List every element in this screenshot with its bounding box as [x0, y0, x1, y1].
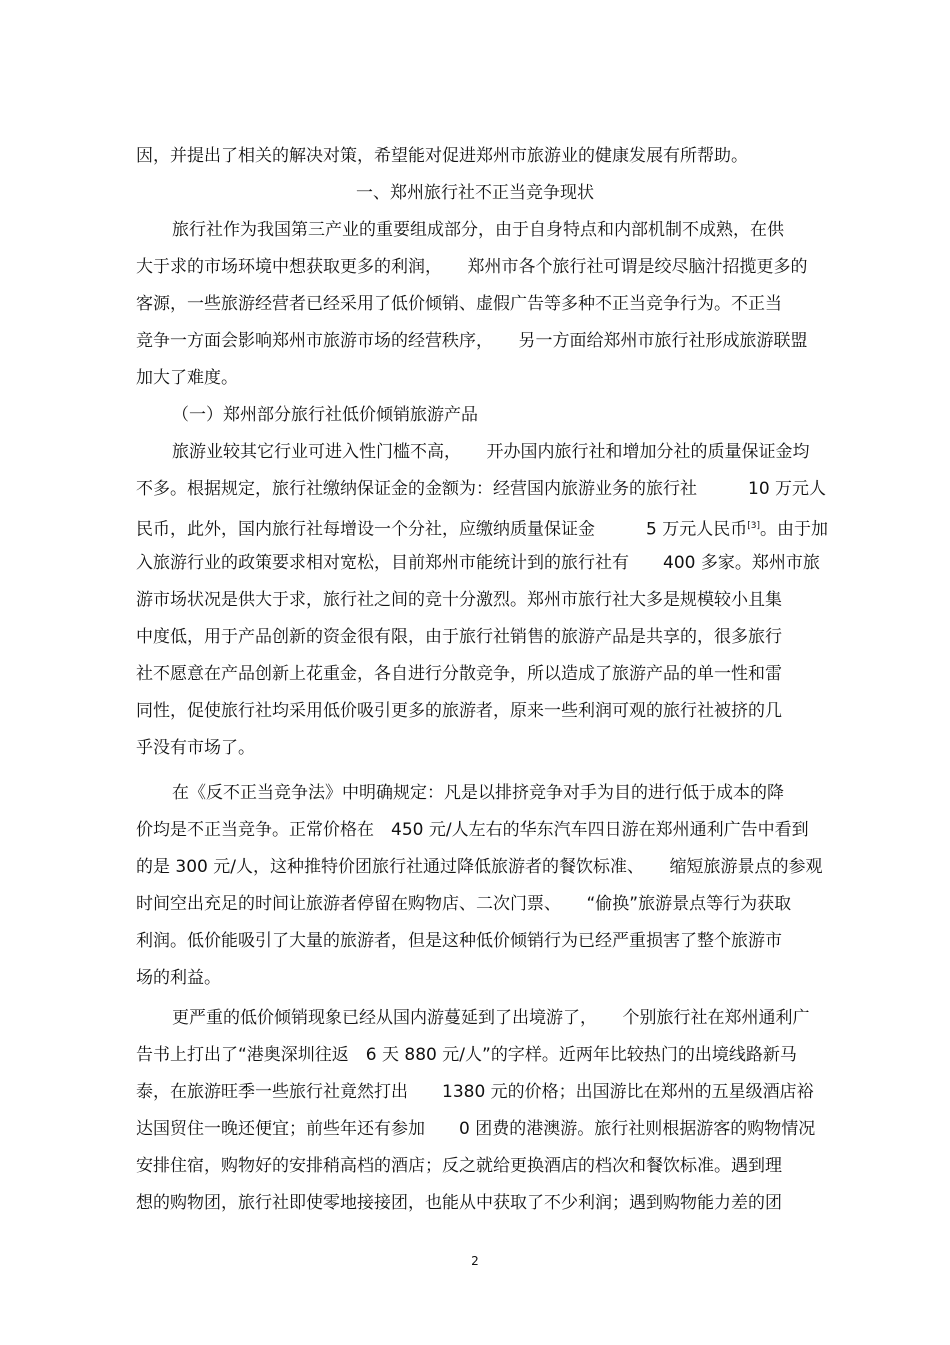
text-line: 场的利益。: [136, 968, 221, 988]
section-heading: 一、郑州旅行社不正当竞争现状: [356, 183, 594, 203]
text-line: 旅行社作为我国第三产业的重要组成部分，由于自身特点和内部机制不成熟，在供: [172, 220, 784, 240]
text-line: 同性，促使旅行社均采用低价吸引更多的旅游者，原来一些利润可观的旅行社被挤的几: [136, 701, 782, 721]
text-line: 更严重的低价倾销现象已经从国内游蔓延到了出境游了， 个别旅行社在郑州通利广: [172, 1008, 810, 1028]
text-span: 民币，此外，国内旅行社每增设一个分社，应缴纳质量保证金 5 万元人民币: [136, 519, 748, 540]
text-line: 加大了难度。: [136, 368, 238, 388]
citation-mark: [3]: [747, 521, 760, 531]
text-line: 社不愿意在产品创新上花重金，各自进行分散竞争，所以造成了旅游产品的单一性和雷: [136, 664, 782, 684]
text-line: 乎没有市场了。: [136, 738, 255, 758]
text-line: 大于求的市场环境中想获取更多的利润， 郑州市各个旅行社可谓是绞尽脑汁招揽更多的: [136, 257, 808, 277]
text-line: 安排住宿，购物好的安排稍高档的酒店；反之就给更换酒店的档次和餐饮标准。遇到理: [136, 1156, 782, 1176]
text-line: 竞争一方面会影响郑州市旅游市场的经营秩序， 另一方面给郑州市旅行社形成旅游联盟: [136, 331, 808, 351]
text-line: 泰，在旅游旺季一些旅行社竟然打出 1380 元的价格；出国游比在郑州的五星级酒店裕: [136, 1082, 814, 1102]
text-line: 游市场状况是供大于求，旅行社之间的竞十分激烈。郑州市旅行社大多是规模较小且集: [136, 590, 782, 610]
text-line: 时间空出充足的时间让旅游者停留在购物店、二次门票、 “偷换”旅游景点等行为获取: [136, 894, 792, 914]
subsection-heading: （一）郑州部分旅行社低价倾销旅游产品: [172, 405, 478, 425]
text-line: 客源，一些旅游经营者已经采用了低价倾销、虚假广告等多种不正当竞争行为。不正当: [136, 294, 782, 314]
page-number: 2: [471, 1254, 479, 1268]
text-line: 价均是不正当竞争。正常价格在 450 元/人左右的华东汽车四日游在郑州通利广告中看到: [136, 820, 809, 840]
text-line: 的是 300 元/人，这种推特价团旅行社通过降低旅游者的餐饮标准、 缩短旅游景点的参观: [136, 857, 823, 877]
text-line: 告书上打出了“港奥深圳往返 6 天 880 元/人”的字样。近两年比较热门的出境线路新马: [136, 1045, 797, 1065]
text-line: 中度低，用于产品创新的资金很有限，由于旅行社销售的旅游产品是共享的，很多旅行: [136, 627, 782, 647]
text-span: 。由于加: [759, 519, 828, 540]
text-line: 因，并提出了相关的解决对策，希望能对促进郑州市旅游业的健康发展有所帮助。: [136, 146, 748, 166]
text-line: 旅游业较其它行业可进入性门槛不高， 开办国内旅行社和增加分社的质量保证金均: [172, 442, 810, 462]
text-line: 不多。根据规定，旅行社缴纳保证金的金额为：经营国内旅游业务的旅行社 10 万元人: [136, 479, 827, 499]
text-line-with-citation: [136, 516, 828, 540]
text-line: 利润。低价能吸引了大量的旅游者，但是这种低价倾销行为已经严重损害了整个旅游市: [136, 931, 782, 951]
text-line: 入旅游行业的政策要求相对宽松，目前郑州市能统计到的旅行社有 400 多家。郑州市旅: [136, 553, 820, 573]
text-line: 在《反不正当竞争法》中明确规定：凡是以排挤竞争对手为目的进行低于成本的降: [172, 783, 784, 803]
text-line: 达国贸住一晚还便宜；前些年还有参加 0 团费的港澳游。旅行社则根据游客的购物情况: [136, 1119, 816, 1139]
text-line: 想的购物团，旅行社即使零地接接团，也能从中获取了不少利润；遇到购物能力差的团: [136, 1193, 782, 1213]
